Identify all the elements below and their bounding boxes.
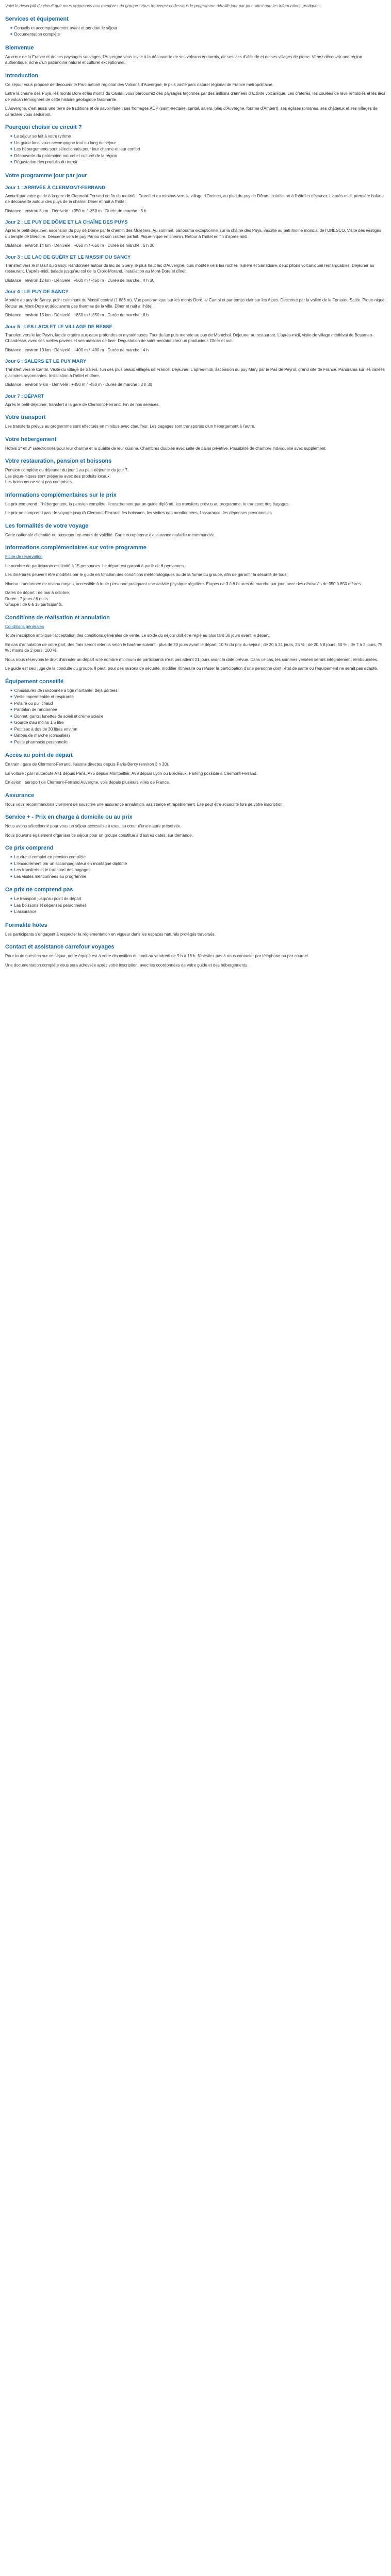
day-meta: Distance : environ 9 km · Dénivelé : +450 m / -450 m · Durée de marche : 3 h 30	[5, 382, 152, 387]
section-title-transport: Votre transport	[5, 414, 46, 420]
intro-text: Voici le descriptif du circuit que nous proposons aux membres du groupe. Vous trouverez ci-dessous le programme détaillé jour par jour, ainsi que les informations pratiques.	[5, 4, 321, 8]
section-programme	[5, 172, 386, 408]
section-title-formalite-hotes: Formalité hôtes	[5, 922, 47, 928]
section-contact	[5, 943, 386, 968]
list-item: ■ Le séjour se fait à votre rythme	[10, 133, 386, 140]
day-text: Transfert vers le lac Pavin, lac de cratère aux eaux profondes et mystérieuses. Tour du lac puis montée au puy de Montchal. Déjeuner au restaurant. L'après-midi, visite du village médiéval de Besse-en-Chandesse, avec ses ruelles pavées et ses maisons de lave. Dégustation de saint-nectaire chez un producteur. Dîner et nuit.	[5, 332, 373, 343]
section-title-contact: Contact et assistance carrefour voyages	[5, 944, 115, 950]
day-text: Transfert vers le Cantal. Visite du village de Salers, l'un des plus beaux villages de France. Déjeuner. L'après-midi, ascension du puy Mary par le Pas de Peyrol, grand site de France. Panorama sur les vallées glaciaires rayonnantes. Installation à l'hôtel et dîner.	[5, 367, 385, 378]
paragraph: Ce séjour vous propose de découvrir le Parc naturel régional des Volcans d'Auvergne, le plus vaste parc naturel régional de France métropolitaine.	[5, 82, 274, 87]
list-item: ■ Conseils et accompagnement avant et pendant le séjour	[10, 25, 386, 32]
day-title: Jour 3 : LE LAC DE GUÉRY ET LE MASSIF DU SANCY	[5, 254, 131, 260]
services-list	[10, 25, 386, 38]
list-item: ■ Le transport jusqu'au point de départ	[10, 896, 386, 903]
day-meta: Distance : environ 14 km · Dénivelé : +650 m / -650 m · Durée de marche : 5 h 30	[5, 243, 155, 248]
day-title: Jour 2 : LE PUY DE DÔME ET LA CHAÎNE DES PUYS	[5, 219, 128, 225]
list-item: ■ Polaire ou pull chaud	[10, 701, 386, 707]
day-text: Accueil par votre guide à la gare de Clermont-Ferrand en fin de matinée. Transfert en minibus vers le village d'Orcines, au pied du puy de Dôme. Installation à l'hôtel et déjeuner. L'après-midi, première balade de découverte autour des puys de la chaîne. Dîner et nuit à l'hôtel.	[5, 193, 384, 204]
day-block	[5, 393, 386, 408]
list-item: ■ Petit sac à dos de 30 litres environ	[10, 726, 386, 733]
text-line: Durée : 7 jours / 6 nuits.	[5, 596, 49, 601]
section-title-bienvenue: Bienvenue	[5, 44, 34, 51]
section-introduction	[5, 72, 386, 118]
ne-comprend-list	[10, 896, 386, 916]
conditions-link-text[interactable]: Conditions générales	[5, 624, 44, 629]
text-line: Les boissons ne sont pas comprises.	[5, 480, 73, 484]
paragraph: Niveau : randonnée de niveau moyen, accessible à toute personne pratiquant une activité physique régulière. Étapes de 3 à 6 heures de marche par jour, avec des dénivelés de 350 à 850 mètres.	[5, 581, 362, 586]
paragraph: Le nombre de participants est limité à 15 personnes. Le départ est garanti à partir de 6 personnes.	[5, 563, 185, 568]
paragraph: Nous nous réservons le droit d'annuler un départ si le nombre minimum de participants n'est pas atteint 21 jours avant la date prévue. Dans ce cas, les sommes versées seront intégralement remboursées.	[5, 657, 378, 662]
section-acces	[5, 752, 386, 786]
list-item: ■ Gourde d'au moins 1,5 litre	[10, 720, 386, 726]
hebergement-text: Hôtels 2* et 3* sélectionnés pour leur charme et la qualité de leur cuisine. Chambres doubles avec salle de bains privative. Possibilité de chambre individuelle avec supplément.	[5, 446, 327, 451]
text-line: Pension complète du déjeuner du jour 1 au petit-déjeuner du jour 7.	[5, 468, 129, 472]
list-item: ■ Veste imperméable et respirante	[10, 694, 386, 701]
paragraph: Nous avons sélectionné pour vous un séjour accessible à tous, au cœur d'une nature préservée.	[5, 824, 182, 828]
list-item: ■ Petite pharmacie personnelle	[10, 739, 386, 746]
list-item: ■ Un guide local vous accompagne tout au long du séjour	[10, 140, 386, 147]
section-title-infos-programme: Informations complémentaires sur votre programme	[5, 545, 146, 551]
section-assurance	[5, 792, 386, 808]
list-item: ■ Les transferts et le transport des bagages	[10, 867, 386, 874]
section-hebergement	[5, 436, 386, 452]
section-services	[5, 15, 386, 38]
section-title-acces: Accès au point de départ	[5, 752, 73, 758]
section-title-hebergement: Votre hébergement	[5, 436, 57, 443]
section-title-introduction: Introduction	[5, 72, 39, 79]
day-title: Jour 4 : LE PUY DE SANCY	[5, 289, 69, 295]
list-item: ■ Dégustation des produits du terroir	[10, 159, 386, 166]
section-restauration	[5, 457, 386, 485]
day-block	[5, 184, 386, 214]
day-block	[5, 289, 386, 318]
section-title-programme: Votre programme jour par jour	[5, 172, 87, 179]
paragraph: En voiture : par l'autoroute A71 depuis Paris, A75 depuis Montpellier, A89 depuis Lyon ou Bordeaux. Parking possible à Clermont-Ferrand.	[5, 771, 258, 776]
section-title-conditions: Conditions de réalisation et annulation	[5, 614, 110, 621]
list-item: ■ Chaussures de randonnée à tige montante, déjà portées	[10, 688, 386, 694]
section-formalite-hotes	[5, 922, 386, 938]
section-title-services: Services et équipement	[5, 15, 69, 22]
section-conditions	[5, 614, 386, 672]
section-title-infos-prix: Informations complémentaires sur le prix	[5, 492, 117, 498]
section-ce-prix-ne-comprend-pas	[5, 886, 386, 916]
section-title-equipement: Équipement conseillé	[5, 678, 64, 685]
list-item: ■ Bâtons de marche (conseillés)	[10, 733, 386, 739]
paragraph: Le prix ne comprend pas : le voyage jusqu'à Clermont-Ferrand, les boissons, les visites non mentionnées, l'assurance, les dépenses personnelles.	[5, 511, 273, 515]
assurance-text: Nous vous recommandons vivement de souscrire une assurance annulation, assistance et rapatriement. Elle peut être souscrite lors de votre inscription.	[5, 802, 284, 807]
paragraph: Entre la chaîne des Puys, les monts Dore et les monts du Cantal, vous parcourrez des paysages façonnés par des millions d'années d'activité volcanique. Les cratères, les coulées de lave refroidies et les lacs de volcan témoignent de cette histoire géologique fascinante.	[5, 91, 385, 102]
list-item: ■ L'encadrement par un accompagnateur en montagne diplômé	[10, 861, 386, 868]
paragraph: En cas d'annulation de votre part, des frais seront retenus selon le barème suivant : plus de 30 jours avant le départ, 10 % du prix du séjour ; de 30 à 21 jours, 25 % ; de 20 à 8 jours, 50 % ; de 7 à 2 jours, 75 % ; moins de 2 jours, 100 %.	[5, 642, 383, 653]
day-title: Jour 6 : SALERS ET LE PUY MARY	[5, 359, 87, 364]
day-block	[5, 254, 386, 284]
day-block	[5, 324, 386, 353]
paragraph: L'Auvergne, c'est aussi une terre de traditions et de savoir-faire : ses fromages AOP (saint-nectaire, cantal, salers, bleu d'Auvergne, fourme d'Ambert), ses églises romanes, ses châteaux et ses villages de caractère vous séduiront.	[5, 106, 378, 117]
list-item: ■ Bonnet, gants, lunettes de soleil et crème solaire	[10, 714, 386, 720]
day-meta: Distance : environ 10 km · Dénivelé : +400 m / -400 m · Durée de marche : 4 h	[5, 347, 149, 352]
day-text: Après le petit-déjeuner, ascension du puy de Dôme par le chemin des Muletiers. Au sommet, panorama exceptionnel sur la chaîne des Puys, inscrite au patrimoine mondial de l'UNESCO. Visite des vestiges du temple de Mercure. Descente vers le puy Pariou et son cratère parfait. Pique-nique en chemin. Retour à l'hôtel en fin d'après-midi.	[5, 228, 381, 239]
day-text: Montée au puy de Sancy, point culminant du Massif central (1 886 m). Vue panoramique sur les monts Dore, le Cantal et par temps clair sur les Alpes. Descente par la vallée de la Fontaine Salée. Pique-nique. Retour au Mont-Dore et découverte des thermes de la ville. Dîner et nuit à l'hôtel.	[5, 298, 386, 309]
section-transport	[5, 414, 386, 430]
section-bienvenue	[5, 44, 386, 66]
bienvenue-text: Au cœur de la France et de ses paysages sauvages, l'Auvergne vous invite à la découverte de ses volcans endormis, de ses lacs d'altitude et de ses villages de pierre. Venez découvrir une région authentique, riche d'un patrimoine naturel et culturel exceptionnel.	[5, 54, 362, 65]
section-prix	[5, 814, 386, 838]
list-item: ■ Les visites mentionnées au programme	[10, 874, 386, 880]
section-infos-prix	[5, 492, 386, 516]
list-item: ■ Documentation complète	[10, 31, 386, 38]
day-title: Jour 1 : ARRIVÉE À CLERMONT-FERRAND	[5, 184, 105, 191]
pourquoi-list	[10, 133, 386, 166]
section-title-restauration: Votre restauration, pension et boissons	[5, 458, 112, 464]
paragraph: Les itinéraires peuvent être modifiés par le guide en fonction des conditions météorologiques ou de la forme du groupe, afin de garantir la sécurité de tous.	[5, 572, 288, 577]
transport-text: Les transferts prévus au programme sont effectués en minibus avec chauffeur. Les bagages sont transportés d'un hébergement à l'autre.	[5, 424, 255, 429]
text-line: Dates de départ : de mai à octobre.	[5, 590, 70, 595]
day-title: Jour 5 : LES LACS ET LE VILLAGE DE BESSE	[5, 324, 112, 330]
day-text: Après le petit-déjeuner, transfert à la gare de Clermont-Ferrand. Fin de nos services.	[5, 402, 160, 407]
day-meta: Distance : environ 12 km · Dénivelé : +500 m / -450 m · Durée de marche : 4 h 30	[5, 278, 155, 283]
day-text: Transfert vers le massif du Sancy. Randonnée autour du lac de Guéry, le plus haut lac d'Auvergne, puis montée vers les roches Tuilière et Sanadoire, deux pitons volcaniques remarquables. Déjeuner au restaurant. L'après-midi, balade jusqu'au col de la Croix-Morand. Installation au Mont-Dore et dîner.	[5, 263, 374, 274]
conditions-link[interactable]	[5, 624, 386, 630]
equipement-list	[10, 688, 386, 746]
formalites-text: Carte nationale d'identité ou passeport en cours de validité. Carte européenne d'assurance maladie recommandée.	[5, 532, 216, 537]
text-line: Groupe : de 6 à 15 participants.	[5, 602, 63, 607]
section-title-prix: Service + - Prix en charge à domicile ou au prix	[5, 814, 133, 820]
section-equipement	[5, 678, 386, 746]
reservation-link-text[interactable]: Fiche de réservation	[5, 554, 43, 559]
day-title: Jour 7 : DÉPART	[5, 393, 44, 399]
reservation-link[interactable]	[5, 554, 386, 560]
paragraph: Nous pouvons également organiser ce séjour pour un groupe constitué à d'autres dates, sur demande.	[5, 833, 193, 838]
paragraph: En avion : aéroport de Clermont-Ferrand Auvergne, vols depuis plusieurs villes de France.	[5, 780, 170, 785]
paragraph: Le prix comprend : l'hébergement, la pension complète, l'encadrement par un guide diplômé, les transferts prévus au programme, le transport des bagages.	[5, 501, 290, 506]
comprend-list	[10, 854, 386, 880]
section-pourquoi	[5, 124, 386, 166]
section-title-ce-prix-comprend: Ce prix comprend	[5, 845, 54, 851]
contact-text: Pour toute question sur ce séjour, notre équipe est à votre disposition du lundi au vendredi de 9 h à 18 h. N'hésitez pas à nous contacter par téléphone ou par courriel.	[5, 954, 309, 958]
list-item: ■ Les hébergements sont sélectionnés pour leur charme et leur confort	[10, 146, 386, 153]
day-block	[5, 358, 386, 388]
paragraph: En train : gare de Clermont-Ferrand, liaisons directes depuis Paris-Bercy (environ 3 h 30).	[5, 762, 169, 767]
day-meta: Distance : environ 8 km · Dénivelé : +350 m / -350 m · Durée de marche : 3 h	[5, 208, 146, 213]
section-title-formalites: Les formalités de votre voyage	[5, 522, 89, 529]
day-block	[5, 219, 386, 249]
contact-text-2: Une documentation complète vous sera adressée après votre inscription, avec les coordonnées de votre guide et des hébergements.	[5, 962, 249, 968]
list-item: ■ L'assurance	[10, 909, 386, 916]
text-line: Les pique-niques sont préparés avec des produits locaux.	[5, 473, 111, 479]
formalite-text: Les participants s'engagent à respecter la réglementation en vigueur dans les espaces naturels protégés traversés.	[5, 931, 216, 937]
section-title-pourquoi: Pourquoi choisir ce circuit ?	[5, 124, 82, 130]
day-meta: Distance : environ 15 km · Dénivelé : +850 m / -850 m · Durée de marche : 6 h	[5, 313, 149, 317]
section-infos-programme	[5, 544, 386, 608]
section-title-ne-comprend-pas: Ce prix ne comprend pas	[5, 887, 73, 893]
paragraph: Le guide est seul juge de la conduite du groupe. Il peut, pour des raisons de sécurité, modifier l'itinéraire ou refuser la participation d'une personne dont l'état de santé ou l'équipement ne serait pas adapté.	[5, 666, 378, 671]
list-item: ■ Pantalon de randonnée	[10, 707, 386, 714]
list-item: ■ Les boissons et dépenses personnelles	[10, 903, 386, 909]
list-item: ■ Découverte du patrimoine naturel et culturel de la région	[10, 153, 386, 160]
section-formalites	[5, 522, 386, 538]
list-item: ■ Le circuit complet en pension complète	[10, 854, 386, 861]
section-ce-prix-comprend	[5, 844, 386, 880]
paragraph: Toute inscription implique l'acceptation des conditions générales de vente. Le solde du séjour doit être réglé au plus tard 30 jours avant le départ.	[5, 633, 270, 638]
section-title-assurance: Assurance	[5, 792, 35, 799]
